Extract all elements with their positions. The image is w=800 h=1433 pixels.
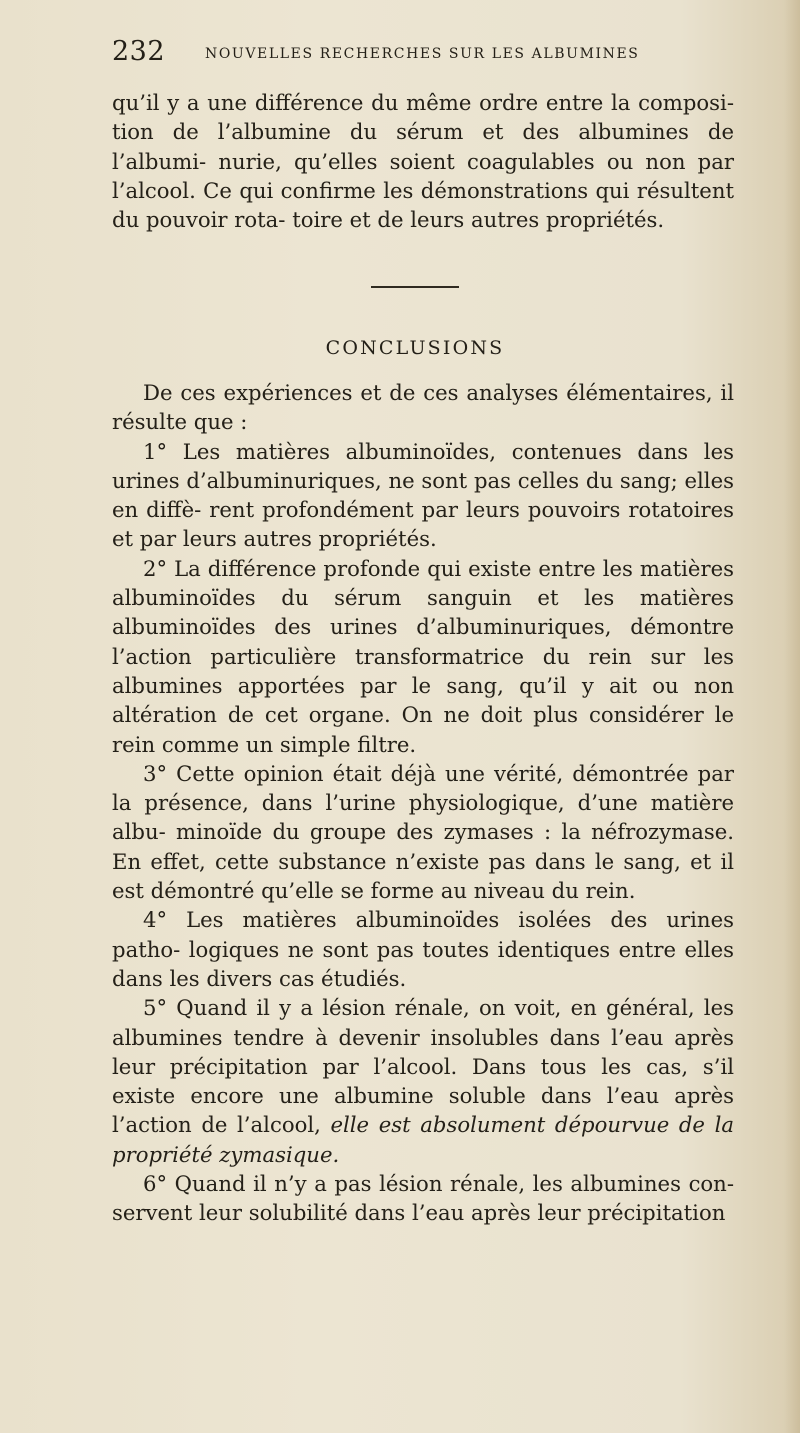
conclusion-item-6: 6° Quand il n’y a pas lésion rénale, les albumines con- servent leur solubilité dans l’eau après leur précipitation <box>112 1171 734 1226</box>
running-title: NOUVELLES RECHERCHES SUR LES ALBUMINES <box>205 46 640 62</box>
conclusion-item-5-italic: elle est absolument dépourvue de la propriété zymasique. <box>112 1112 734 1167</box>
page-edge-shadow <box>784 0 800 1433</box>
section-divider <box>371 286 459 288</box>
intro-paragraph-block <box>112 88 734 234</box>
page-header <box>112 36 732 70</box>
conclusion-item-1: 1° Les matières albuminoïdes, contenues dans les urines d’albuminuriques, ne sont pas celles du sang; elles en diffè- rent profondément par leurs pouvoirs rotatoires et par leurs autres propriétés. <box>112 438 734 552</box>
section-title: CONCLUSIONS <box>325 337 505 359</box>
page-number: 232 <box>112 36 166 67</box>
conclusion-item-5 <box>112 993 734 1169</box>
conclusion-item-5-text: 5° Quand il y a lésion rénale, on voit, en général, les albumines tendre à devenir insolubles dans l’eau après leur précipitation par l’alcool. Dans tous les cas, s’il existe encore une albumine soluble dans l’eau après l’action de l’alcool, <box>112 995 734 1138</box>
conclusion-item-3: 3° Cette opinion était déjà une vérité, démontrée par la présence, dans l’urine physiologique, d’une matière albu- minoïde du groupe des zymases : la néfrozymase. En effet, cette substance n’existe pas dans le sang, et il est démontré qu’elle se forme au niveau du rein. <box>112 760 734 904</box>
conclusions-body <box>112 378 734 1228</box>
intro-paragraph: qu’il y a une différence du même ordre entre la composi- tion de l’albumine du sérum et des albumines de l’albumi- nurie, qu’elles soient coagulables ou non par l’alcool. Ce qui confirme les démonstrations qui résultent du pouvoir rota- toire et de leurs autres propriétés. <box>112 90 734 233</box>
conclusion-item-4: 4° Les matières albuminoïdes isolées des urines patho- logiques ne sont pas toutes identiques entre elles dans les divers cas étudiés. <box>112 907 734 991</box>
conclusion-item-2: 2° La différence profonde qui existe entre les matières albuminoïdes du sérum sanguin et les matières albuminoïdes des urines d’albuminuriques, démontre l’action particulière transformatrice du rein sur les albumines apportées par le sang, qu’il y ait ou non altération de cet organe. On ne doit plus considérer le rein comme un simple filtre. <box>112 555 734 757</box>
conclusions-lead: De ces expériences et de ces analyses élémentaires, il résulte que : <box>112 380 734 435</box>
